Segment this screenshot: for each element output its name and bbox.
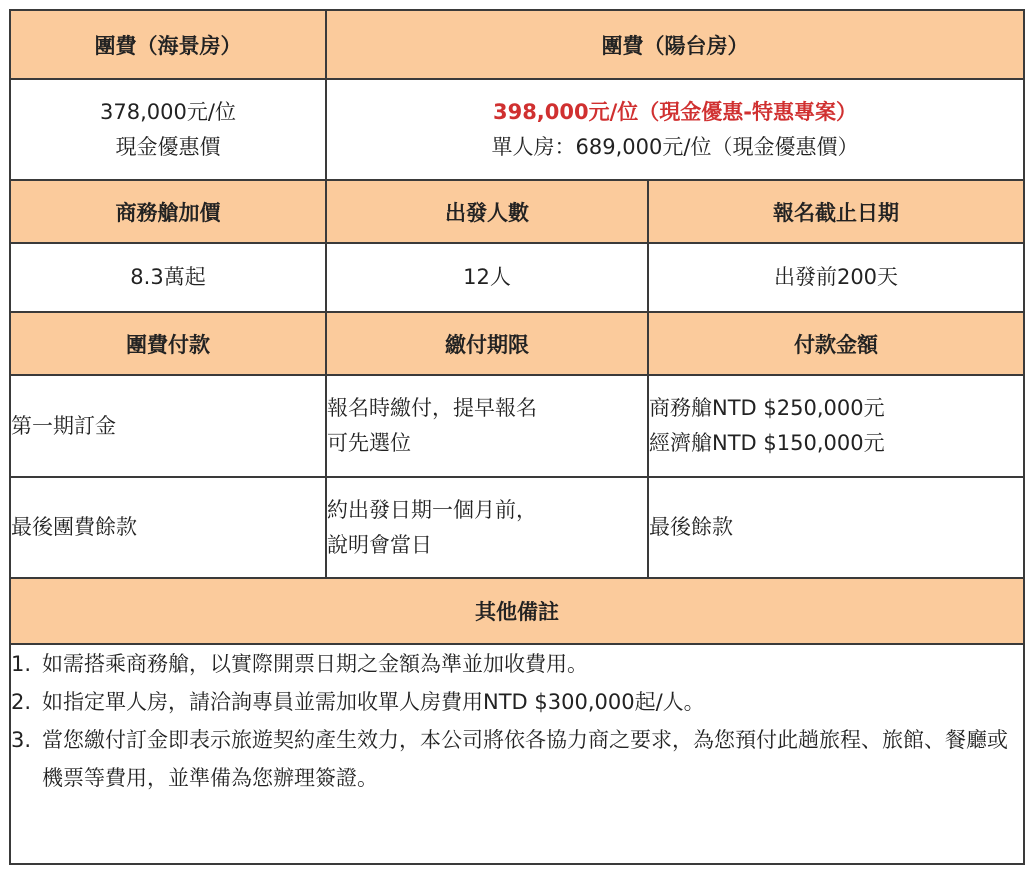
info-value-row [10,243,1024,312]
notes-header: 其他備註 [10,578,1024,644]
deposit-label: 第一期訂金 [10,375,326,477]
note-text: 如需搭乘商務艙，以實際開票日期之金額為準並加收費用。 [42,652,588,676]
header-payment-amount: 付款金額 [648,312,1024,375]
balance-label: 最後團費餘款 [10,477,326,578]
header-seaview-fee: 團費（海景房） [10,10,326,79]
balance-amount: 最後餘款 [648,477,1024,578]
deposit-period-line-2: 可先選位 [327,431,411,455]
note-text: 如指定單人房，請洽詢專員並需加收單人房費用NTD $300,000起/人。 [42,690,705,714]
deposit-period-line-1: 報名時繳付，提早報名 [327,396,537,420]
header-group-size: 出發人數 [326,180,648,243]
seaview-price-cell [10,79,326,180]
deposit-amount [648,375,1024,477]
seaview-price-note: 現金優惠價 [115,134,221,159]
header-payment: 團費付款 [10,312,326,375]
fee-header-row [10,10,1024,79]
signup-deadline-value: 出發前200天 [648,243,1024,312]
deposit-amount-economy: 經濟艙NTD $150,000元 [649,431,885,455]
balance-period-line-2: 說明會當日 [327,532,432,557]
balance-period [326,477,648,578]
tour-fee-table [9,9,1025,865]
header-business-upgrade: 商務艙加價 [10,180,326,243]
note-item [11,721,1023,797]
notes-cell [10,644,1024,864]
note-item [11,683,1023,721]
note-number: 3. [11,728,32,752]
notes-row [10,644,1024,864]
notes-header-row [10,578,1024,644]
deposit-period [326,375,648,477]
balcony-price-cell [326,79,1024,180]
business-upgrade-value: 8.3萬起 [10,243,326,312]
note-text: 當您繳付訂金即表示旅遊契約產生效力，本公司將依各協力商之要求，為您預付此趟旅程、旅館、餐廳或機票等費用，並準備為您辦理簽證。 [42,728,1008,790]
deposit-amount-business: 商務艙NTD $250,000元 [649,396,885,420]
balcony-price: 398,000元/位（現金優惠-特惠專案） [492,99,858,124]
info-header-row [10,180,1024,243]
note-number: 2. [11,690,32,714]
header-signup-deadline: 報名截止日期 [648,180,1024,243]
balcony-single-price: 單人房：689,000元/位（現金優惠價） [491,134,859,159]
fee-price-row [10,79,1024,180]
payment-row-deposit [10,375,1024,477]
note-number: 1. [11,652,32,676]
seaview-price: 378,000元/位 [100,99,236,124]
note-item [11,645,1023,683]
group-size-value: 12人 [326,243,648,312]
balance-period-line-1: 約出發日期一個月前， [327,497,537,522]
header-balcony-fee: 團費（陽台房） [326,10,1024,79]
header-payment-period: 繳付期限 [326,312,648,375]
payment-row-balance [10,477,1024,578]
payment-header-row [10,312,1024,375]
notes-list [11,645,1023,797]
